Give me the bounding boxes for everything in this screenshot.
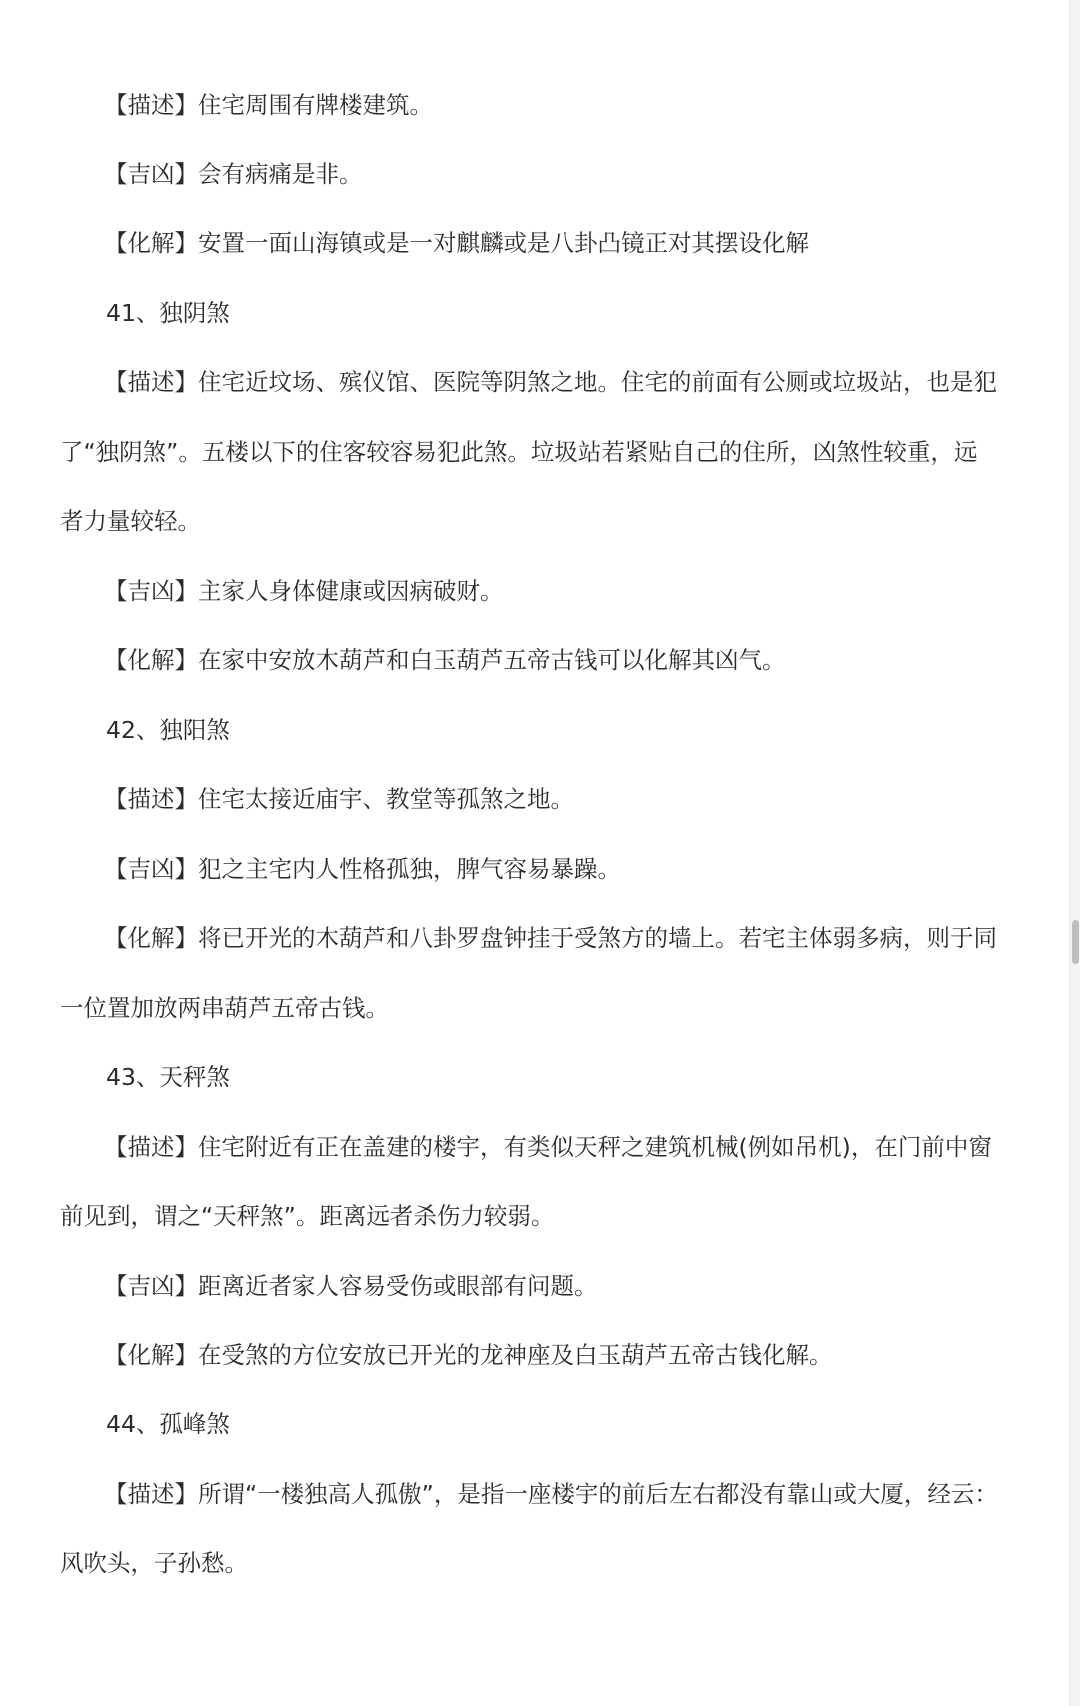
paragraph-line: 【吉凶】主家人身体健康或因病破财。 [104, 577, 504, 605]
section-heading: 42、独阳煞 [106, 716, 230, 744]
paragraph-line: 【吉凶】会有病痛是非。 [104, 160, 363, 188]
paragraph-line: 【描述】住宅周围有牌楼建筑。 [104, 91, 433, 119]
paragraph-line: 【化解】将已开光的木葫芦和八卦罗盘钟挂于受煞方的墙上。若宅主体弱多病，则于同 [104, 924, 997, 952]
section-heading: 43、天秤煞 [106, 1063, 230, 1091]
section-heading: 44、孤峰煞 [106, 1410, 230, 1438]
paragraph-line: 了“独阴煞”。五楼以下的住客较容易犯此煞。垃圾站若紧贴自己的住所，凶煞性较重，远 [60, 438, 978, 466]
paragraph-line: 【化解】安置一面山海镇或是一对麒麟或是八卦凸镜正对其摆设化解 [104, 229, 809, 257]
scrollbar-track[interactable] [1069, 0, 1080, 1706]
paragraph-line: 者力量较轻。 [60, 507, 201, 535]
paragraph-line: 【化解】在受煞的方位安放已开光的龙神座及白玉葫芦五帝古钱化解。 [104, 1341, 833, 1369]
paragraph-line: 【描述】住宅近坟场、殡仪馆、医院等阴煞之地。住宅的前面有公厕或垃圾站，也是犯 [104, 368, 997, 396]
paragraph-line: 【描述】所谓“一楼独高人孤傲”，是指一座楼宇的前后左右都没有靠山或大厦，经云： [104, 1480, 998, 1508]
paragraph-line: 一位置加放两串葫芦五帝古钱。 [60, 994, 389, 1022]
paragraph-line: 风吹头，子孙愁。 [60, 1549, 248, 1577]
paragraph-line: 【化解】在家中安放木葫芦和白玉葫芦五帝古钱可以化解其凶气。 [104, 646, 786, 674]
section-heading: 41、独阴煞 [106, 299, 230, 327]
paragraph-line: 【描述】住宅附近有正在盖建的楼宇，有类似天秤之建筑机械(例如吊机)，在门前中窗 [104, 1133, 992, 1161]
paragraph-line: 前见到，谓之“天秤煞”。距离远者杀伤力较弱。 [60, 1202, 555, 1230]
paragraph-line: 【吉凶】距离近者家人容易受伤或眼部有问题。 [104, 1272, 598, 1300]
scrollbar-thumb[interactable] [1072, 920, 1079, 964]
paragraph-line: 【描述】住宅太接近庙宇、教堂等孤煞之地。 [104, 785, 574, 813]
paragraph-line: 【吉凶】犯之主宅内人性格孤独，脾气容易暴躁。 [104, 855, 621, 883]
